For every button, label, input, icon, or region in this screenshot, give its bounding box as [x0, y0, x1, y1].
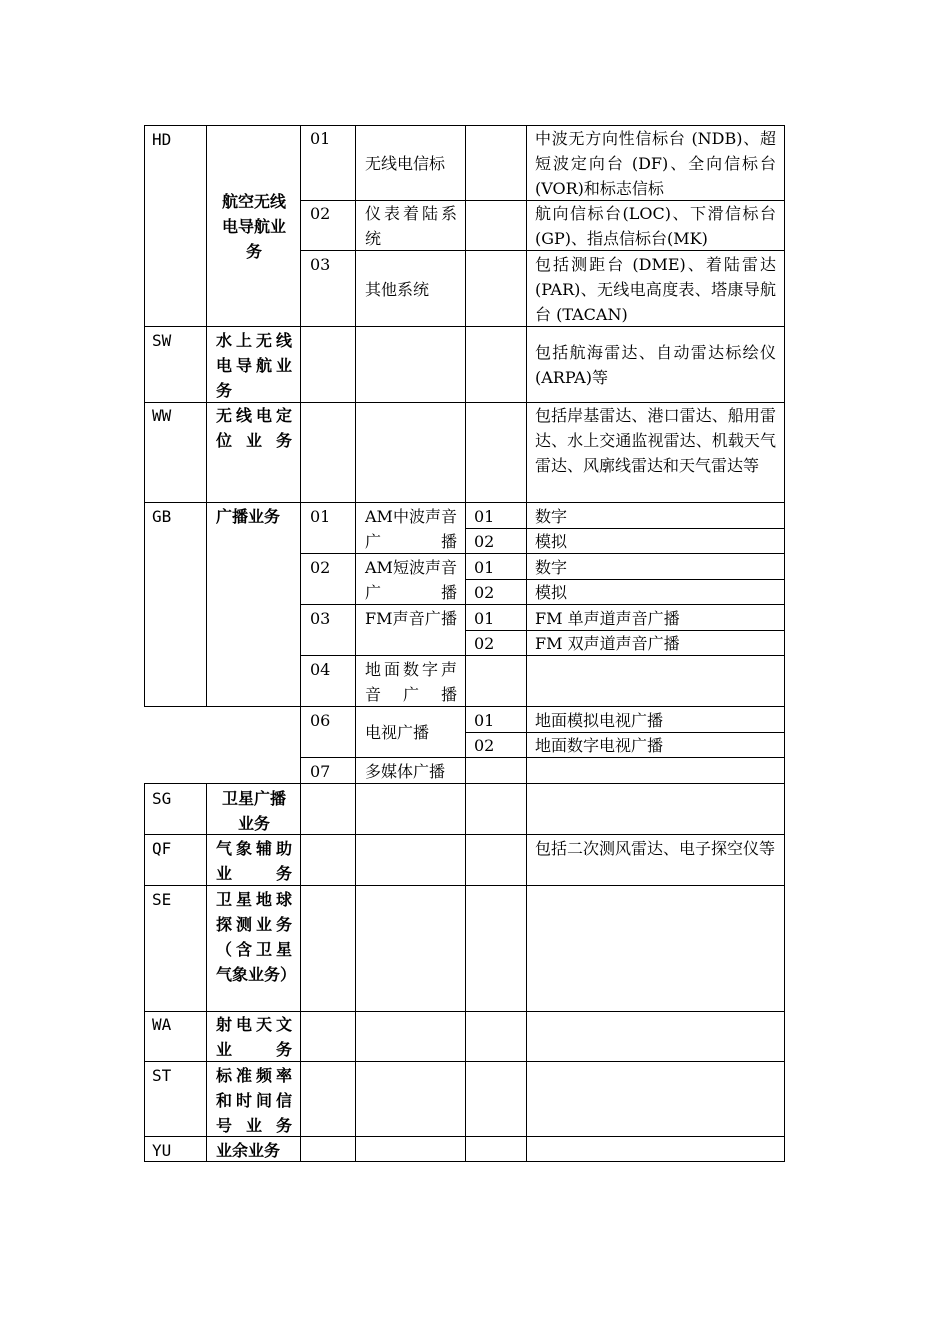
service-name: 标准频率和时间信号业务: [216, 1066, 292, 1135]
service-code: HD: [152, 130, 172, 149]
row-divider: [465, 579, 785, 580]
item-number: 02: [474, 532, 495, 551]
service-name: 无线电定位业务: [216, 406, 292, 450]
item-description: 模拟: [535, 532, 568, 551]
sub-name: FM声音广播: [365, 609, 457, 628]
sub-description: 航向信标台(LOC)、下滑信标台(GP)、指点信标台(MK): [535, 204, 776, 248]
service-code: GB: [152, 507, 172, 526]
column-divider: [300, 125, 301, 1162]
column-divider: [206, 783, 207, 1162]
sub-number: 03: [310, 609, 331, 628]
row-divider: [465, 528, 785, 529]
item-description: 数字: [535, 558, 568, 577]
service-code: SW: [152, 331, 172, 350]
sub-name: 其他系统: [365, 280, 430, 299]
item-description: 数字: [535, 507, 568, 526]
service-name: 卫星广播业务: [221, 789, 286, 833]
service-code: WW: [152, 406, 172, 425]
service-code: SG: [152, 789, 172, 808]
sub-description: 包括测距台 (DME)、着陆雷达(PAR)、无线电高度表、塔康导航台 (TACAN): [535, 255, 776, 324]
service-name: 射电天文业务: [216, 1015, 292, 1059]
item-description: FM 双声道声音广播: [535, 634, 680, 653]
sub-name: 无线电信标: [365, 154, 446, 173]
service-name: 航空无线电导航业务: [221, 192, 286, 261]
service-name: 卫星地球探测业务（含卫星气象业务）: [216, 890, 297, 984]
service-description: 包括二次测风雷达、电子探空仪等: [535, 839, 776, 858]
sub-number: 03: [310, 255, 331, 274]
sub-name: 电视广播: [365, 723, 430, 742]
table-border-left: [144, 783, 145, 1162]
item-number: 02: [474, 634, 495, 653]
sub-name: AM短波声音广播: [365, 558, 457, 602]
service-code: ST: [152, 1066, 172, 1085]
column-divider: [355, 125, 356, 1162]
column-divider: [206, 125, 207, 707]
service-name: 业余业务: [216, 1141, 281, 1160]
sub-number: 02: [310, 558, 331, 577]
item-number: 02: [474, 736, 495, 755]
sub-number: 01: [310, 129, 331, 148]
service-code: QF: [152, 839, 172, 858]
service-description: 包括岸基雷达、港口雷达、船用雷达、水上交通监视雷达、机载天气雷达、风廓线雷达和天气雷达等: [535, 406, 776, 475]
sub-name: 地面数字声音广播: [365, 660, 457, 704]
table-border-right: [784, 125, 785, 1162]
item-description: FM 单声道声音广播: [535, 609, 680, 628]
item-description: 地面数字电视广播: [535, 736, 664, 755]
column-divider: [526, 125, 527, 1162]
item-number: 02: [474, 583, 495, 602]
sub-number: 01: [310, 507, 331, 526]
service-code: SE: [152, 890, 172, 909]
item-number: 01: [474, 711, 495, 730]
service-name: 气象辅助业务: [216, 839, 292, 883]
item-description: 模拟: [535, 583, 568, 602]
service-code: YU: [152, 1141, 172, 1160]
item-number: 01: [474, 558, 495, 577]
sub-number: 07: [310, 762, 331, 781]
item-number: 01: [474, 507, 495, 526]
service-name: 水上无线电导航业务: [216, 331, 292, 400]
sub-name: AM中波声音广播: [365, 507, 457, 551]
table-border-left: [144, 125, 145, 707]
item-number: 01: [474, 609, 495, 628]
sub-name: 多媒体广播: [365, 762, 446, 781]
sub-number: 06: [310, 711, 331, 730]
service-name: 广播业务: [216, 507, 281, 526]
sub-number: 02: [310, 204, 331, 223]
sub-name: 仪表着陆系统: [365, 204, 457, 248]
sub-description: 中波无方向性信标台 (NDB)、超短波定向台 (DF)、全向信标台(VOR)和标志信标: [535, 129, 776, 198]
column-divider: [465, 125, 466, 1162]
service-description: 包括航海雷达、自动雷达标绘仪(ARPA)等: [535, 343, 776, 387]
item-description: 地面模拟电视广播: [535, 711, 664, 730]
service-code: WA: [152, 1015, 172, 1034]
sub-number: 04: [310, 660, 331, 679]
